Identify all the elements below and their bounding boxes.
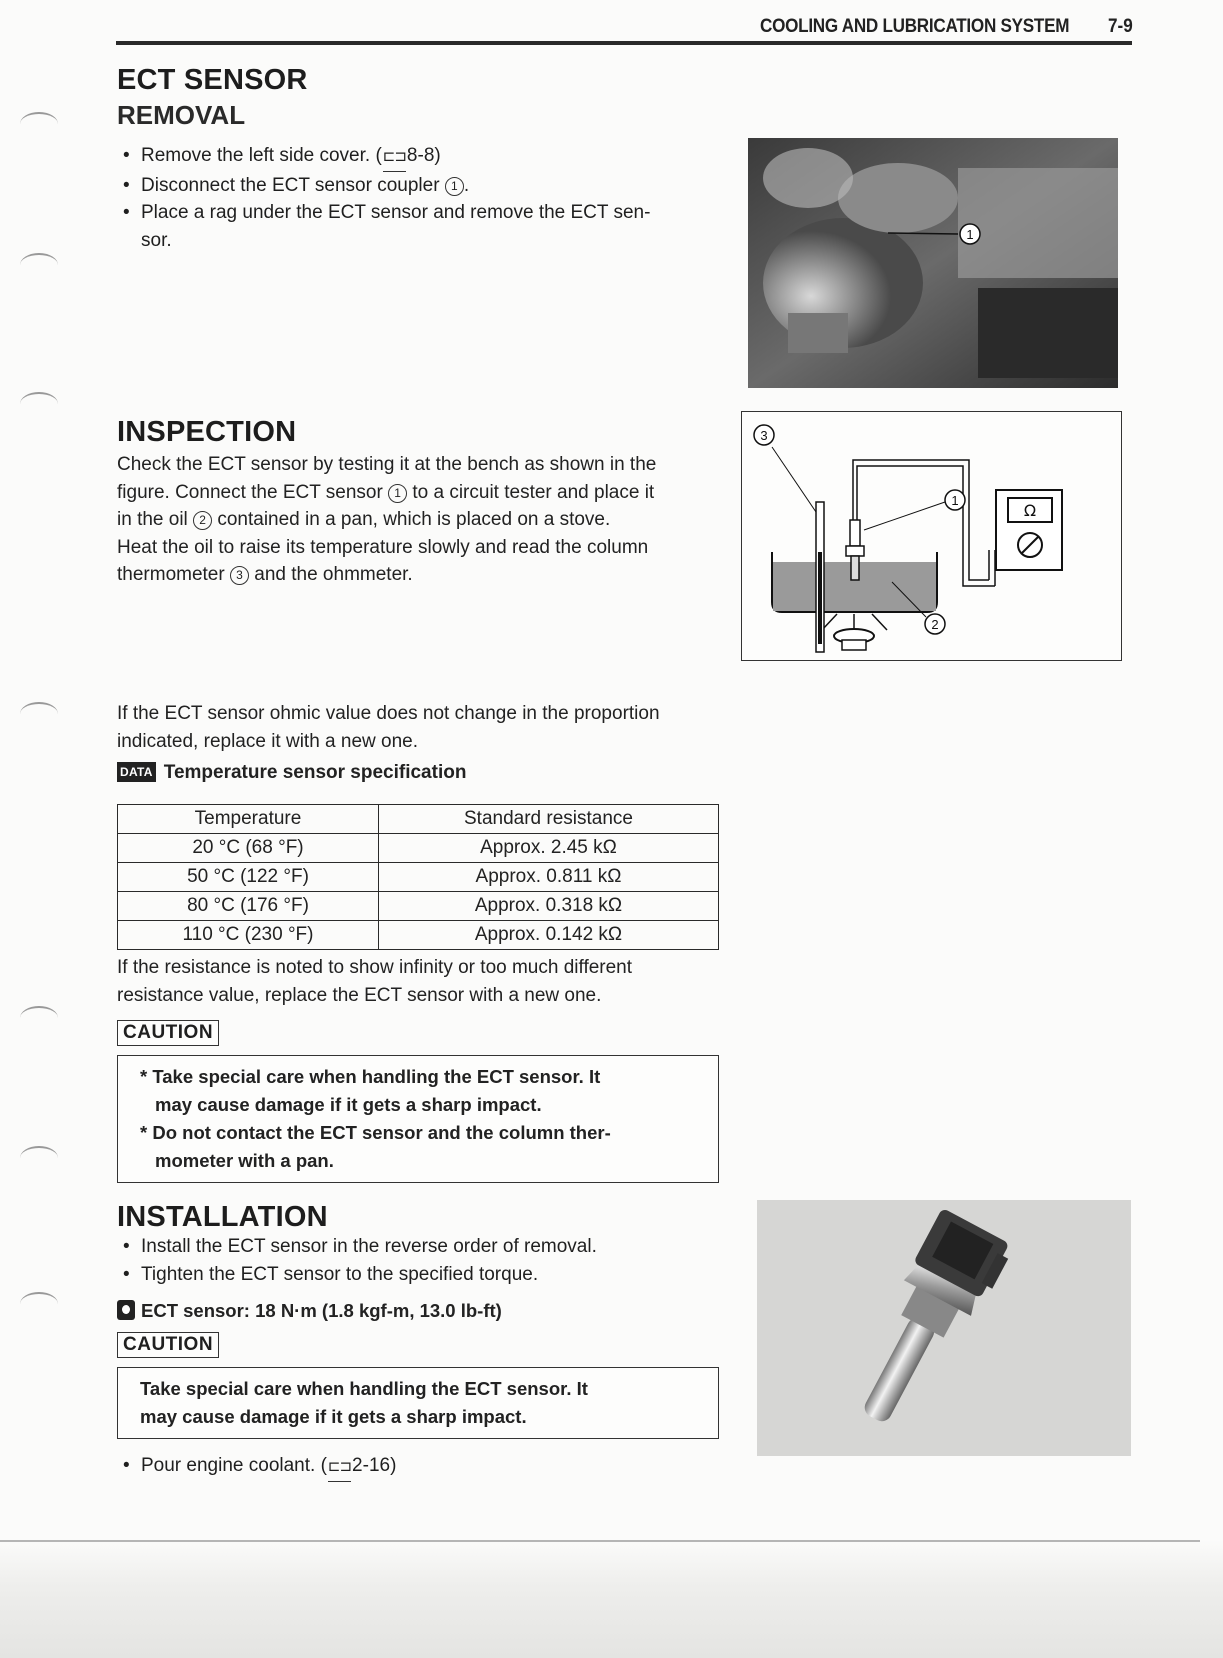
torque-spec	[117, 1300, 502, 1322]
removal-step-1-text: Remove the left side cover. (	[141, 145, 382, 166]
binder-mark	[20, 112, 58, 136]
removal-step-2-text: Disconnect the ECT sensor coupler	[141, 174, 440, 196]
page-ref-icon: ⊏⊐	[383, 143, 406, 172]
installation-step-2: • Tighten the ECT sensor to the specified torque.	[117, 1261, 717, 1289]
caution-line: Take special care when handling the ECT sensor. It	[152, 1066, 601, 1087]
caution-label-1	[117, 1020, 219, 1046]
cell-resistance: Approx. 0.142 kΩ	[379, 921, 719, 950]
text-segment: and the ohmmeter.	[254, 564, 413, 585]
callout-number: 1	[445, 177, 464, 196]
diagram-callout-2: 2	[931, 617, 939, 632]
binder-mark	[20, 1292, 58, 1316]
inspection-diagram	[741, 411, 1122, 661]
running-header-section: COOLING AND LUBRICATION SYSTEM	[760, 16, 1070, 37]
caution-line: may cause damage if it gets a sharp impact.	[155, 1094, 542, 1115]
caution-line: may cause damage if it gets a sharp impact.	[140, 1406, 527, 1427]
data-badge-icon: DATA	[117, 762, 156, 782]
photo-callout-1: 1	[966, 227, 974, 242]
removal-step-3-cont: sor.	[141, 229, 172, 251]
cell-temperature: 20 °C (68 °F)	[118, 834, 379, 863]
installation-step-3-ref[interactable]: 2-16)	[352, 1455, 397, 1476]
inspection-line	[117, 561, 737, 589]
inspection-heading: INSPECTION	[117, 416, 297, 448]
cell-resistance: Approx. 2.45 kΩ	[379, 834, 719, 863]
scan-edge-shadow	[0, 1540, 1223, 1658]
removal-heading: REMOVAL	[117, 100, 246, 130]
caution-label-2	[117, 1332, 219, 1358]
spec-title: Temperature sensor specification	[163, 762, 467, 783]
removal-step-2	[117, 172, 717, 200]
caution-label-text: CAUTION	[117, 1020, 219, 1046]
caution-label-text: CAUTION	[117, 1332, 219, 1358]
cell-temperature: 80 °C (176 °F)	[118, 892, 379, 921]
installation-steps	[117, 1233, 717, 1288]
table-row	[118, 863, 719, 892]
replace-note-line: indicated, replace it with a new one.	[117, 730, 419, 752]
resistance-note-line: resistance value, replace the ECT sensor with a new one.	[117, 984, 602, 1006]
callout-number: 3	[230, 566, 249, 585]
text-segment: figure. Connect the ECT sensor	[117, 481, 383, 503]
table-row	[118, 834, 719, 863]
installation-step-1: • Install the ECT sensor in the reverse order of removal.	[117, 1233, 717, 1261]
removal-step-3	[117, 199, 717, 254]
removal-photo	[748, 138, 1118, 388]
inspection-line: Heat the oil to raise its temperature slowly and read the column	[117, 536, 649, 558]
page-title: ECT SENSOR	[117, 64, 308, 96]
removal-steps	[117, 142, 717, 254]
installation-step-3	[117, 1452, 717, 1482]
caution-item-2: * Do not contact the ECT sensor and the column ther- mometer with a pan.	[140, 1119, 611, 1175]
resistance-note	[117, 954, 737, 1009]
sensor-photo	[757, 1200, 1131, 1456]
removal-photo-image	[748, 138, 1118, 388]
cell-temperature: 110 °C (230 °F)	[118, 921, 379, 950]
text-segment: to a circuit tester and place it	[412, 481, 655, 503]
binder-mark	[20, 1006, 58, 1030]
caution-line: mometer with a pan.	[155, 1150, 334, 1171]
diagram-callout-3: 3	[760, 428, 768, 443]
inspection-line: Check the ECT sensor by testing it at the bench as shown in the	[117, 454, 657, 475]
sensor-photo-image	[757, 1200, 1131, 1456]
ohmmeter-symbol: Ω	[1023, 501, 1037, 520]
spec-table	[117, 804, 719, 950]
caution-box-1	[117, 1055, 719, 1183]
removal-step-3-text: Place a rag under the ECT sensor and remove the ECT sen-	[141, 202, 651, 223]
binder-mark	[20, 702, 58, 726]
binder-mark	[20, 1146, 58, 1170]
binder-mark	[20, 253, 58, 277]
caution-item-1: * Take special care when handling the ECT sensor. It may cause damage if it gets a sharp impact.	[140, 1063, 600, 1119]
page-number: 7-9	[1108, 16, 1133, 37]
text-segment: contained in a pan, which is placed on a stove.	[217, 509, 611, 530]
cell-resistance: Approx. 0.811 kΩ	[379, 863, 719, 892]
binder-mark	[20, 392, 58, 416]
replace-note-line: If the ECT sensor ohmic value does not change in the proportion	[117, 703, 660, 724]
installation-heading: INSTALLATION	[117, 1201, 328, 1233]
replace-note	[117, 700, 737, 755]
cell-temperature: 50 °C (122 °F)	[118, 863, 379, 892]
page-ref-icon: ⊏⊐	[328, 1453, 351, 1482]
header-rule	[116, 41, 1132, 45]
text-segment: thermometer	[117, 564, 225, 585]
caution-line: Do not contact the ECT sensor and the column ther-	[152, 1122, 611, 1143]
resistance-note-line: If the resistance is noted to show infinity or too much different	[117, 957, 633, 978]
removal-step-1-ref[interactable]: 8-8)	[406, 145, 441, 166]
column-header-temperature: Temperature	[118, 805, 379, 834]
caution-line: Take special care when handling the ECT sensor. It	[140, 1378, 588, 1399]
caution-box-2	[117, 1367, 719, 1439]
caution-text-2	[140, 1375, 588, 1431]
period: .	[463, 174, 470, 196]
installation-final-step	[117, 1452, 717, 1482]
spec-title-row	[117, 762, 466, 784]
column-header-resistance: Standard resistance	[379, 805, 719, 834]
table-row	[118, 892, 719, 921]
removal-step-1	[117, 142, 717, 172]
inspection-line	[117, 479, 737, 507]
torque-wrench-icon	[117, 1300, 135, 1320]
torque-spec-text: ECT sensor: 18 N·m (1.8 kgf-m, 13.0 lb-ft)	[141, 1300, 502, 1321]
diagram-callout-1: 1	[951, 493, 959, 508]
scan-edge-line	[0, 1540, 1200, 1542]
text-segment: in the oil	[117, 509, 188, 530]
table-row	[118, 921, 719, 950]
inspection-diagram-drawing	[742, 412, 1121, 660]
callout-number: 1	[388, 484, 407, 503]
inspection-paragraph	[117, 451, 737, 589]
installation-step-3-text: Pour engine coolant. (	[141, 1455, 327, 1476]
callout-number: 2	[193, 511, 212, 530]
table-header-row	[118, 805, 719, 834]
cell-resistance: Approx. 0.318 kΩ	[379, 892, 719, 921]
inspection-line	[117, 506, 737, 534]
